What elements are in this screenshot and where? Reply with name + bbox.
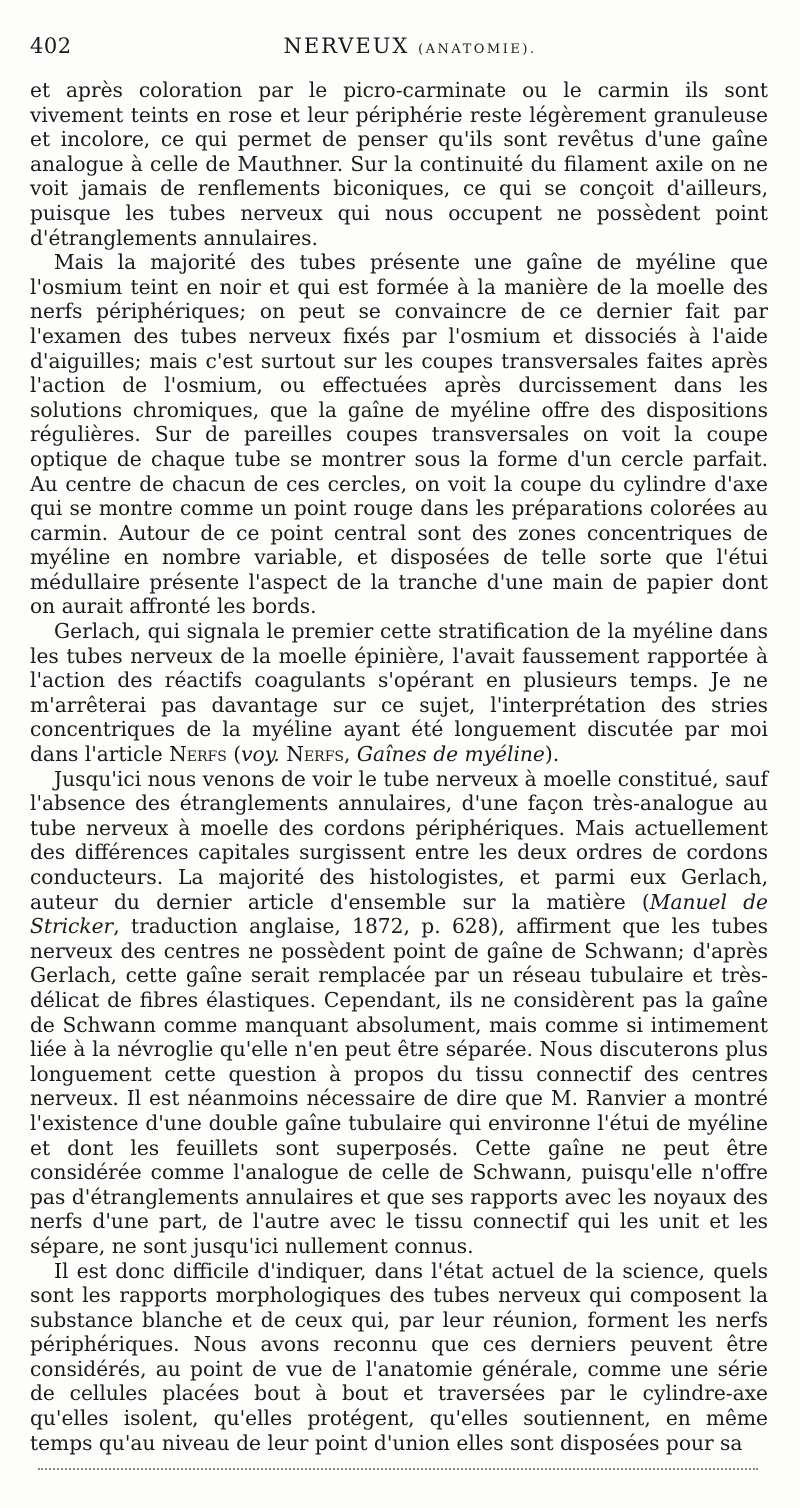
page-header [30,34,770,66]
paragraph-1: et après coloration par le picro-carminate ou le carmin ils sont vivement teints en rose et leur périphérie reste légèrement granuleuse et incolore, ce qui permet de penser qu'ils sont revêtus d'une gaîne analogue à celle de Mauthner. Sur la continuité du filament axile on ne voit jamais de renflements biconiques, ce qui se conçoit d'ailleurs, puisque les tubes nerveux qui nous occupent ne possèdent point d'étranglements annulaires. [30,78,768,250]
paragraph-3-end: ). [544,742,560,767]
cross-reference-nerfs: Nerfs [286,742,345,767]
paragraph-4-text: Jusqu'ici nous venons de voir le tube nerveux à moelle constitué, sauf l'absence des étranglements annulaires, d'une façon très-analogue au tube nerveux à moelle des cordons périphériques. Mais actuellement des différences capitales surgissent entre les deux ordres de cordons conducteurs. La majorité des histologistes, et parmi eux Gerlach, auteur du dernier article d'ensemble sur la matière ( [30,766,768,914]
cited-work-title: Manuel de Stricker [30,889,768,939]
running-title-subtitle: (ANATOMIE). [418,42,537,57]
paragraph-3-text: Gerlach, qui signala le premier cette stratification de la myéline dans les tubes nerveux de la moelle épinière, l'avait faussement rapportée à l'action des réactifs coagulants s'opérant en plusieurs temps. Je ne m'arrêterai pas davantage sur ce sujet, l'interprétation des stries concentriques de la myéline ayant été longuement discutée par moi dans l'article [30,619,768,767]
article-reference-nerfs: Nerfs [169,742,227,767]
voy-abbreviation: voy. [241,742,280,767]
paragraph-3 [30,619,768,767]
running-title [30,34,770,58]
footer-rule [38,1468,758,1470]
paragraph-2: Mais la majorité des tubes présente une gaîne de myéline que l'osmium teint en noir et qui est formée à la manière de la moelle des nerfs périphériques; on peut se convaincre de ce dernier fait par l'examen des tubes nerveux fixés par l'osmium et dissociés à l'aide d'aiguilles; mais c'est surtout sur les coupes transversales faites après l'action de l'osmium, ou effectuées après durcissement dans les solutions chromiques, que la gaîne de myéline offre des dispositions régulières. Sur de pareilles coupes transversales on voit la coupe optique de chaque tube se montrer sous la forme d'un cercle parfait. Au centre de chacun de ces cercles, on voit la coupe du cylindre d'axe qui se montre comme un point rouge dans les préparations colorées au carmin. Autour de ce point central sont des zones concentriques de myéline en nombre variable, et disposées de telle sorte que l'étui médullaire présente l'aspect de la tranche d'une main de papier dont on aurait affronté les bords. [30,250,768,619]
running-title-main: NERVEUX [283,34,410,58]
paragraph-3-punct-1: ( [226,742,242,767]
paragraph-3-punct-2: , [344,742,357,767]
body-text [30,78,768,1455]
paragraph-4 [30,767,768,1259]
cross-reference-title: Gaînes de myéline [356,742,545,767]
paragraph-5: Il est donc difficile d'indiquer, dans l'état actuel de la science, quels sont les rapports morphologiques des tubes nerveux qui composent la substance blanche et de ceux qui, par leur réunion, forment les nerfs périphériques. Nous avons reconnu que ces derniers peuvent être considérés, au point de vue de l'anatomie générale, comme une série de cellules placées bout à bout et traversées par le cylindre-axe qu'elles isolent, qu'elles protégent, qu'elles soutiennent, en même temps qu'au niveau de leur point d'union elles sont disposées pour sa [30,1258,768,1455]
page-number: 402 [30,34,72,58]
paragraph-4-continued: , traduction anglaise, 1872, p. 628), affirment que les tubes nerveux des centres ne possèdent point de gaîne de Schwann; d'après Gerlach, cette gaîne serait remplacée par un réseau tubulaire et très-délicat de fibres élastiques. Cependant, ils ne considèrent pas la gaîne de Schwann comme manquant absolument, mais comme si intimement liée à la névroglie qu'elle n'en peut être séparée. Nous discuterons plus longuement cette question à propos du tissu connectif des centres nerveux. Il est néanmoins nécessaire de dire que M. Ranvier a montré l'existence d'une double gaîne tubulaire qui environne l'étui de myéline et dont les feuillets sont superposés. Cette gaîne ne peut être considérée comme l'analogue de celle de Schwann, puisqu'elle n'offre pas d'étranglements annulaires et que ses rapports avec les noyaux des nerfs d'une part, de l'autre avec le tissu connectif qui les unit et les sépare, ne sont jusqu'ici nullement connus. [30,914,768,1258]
